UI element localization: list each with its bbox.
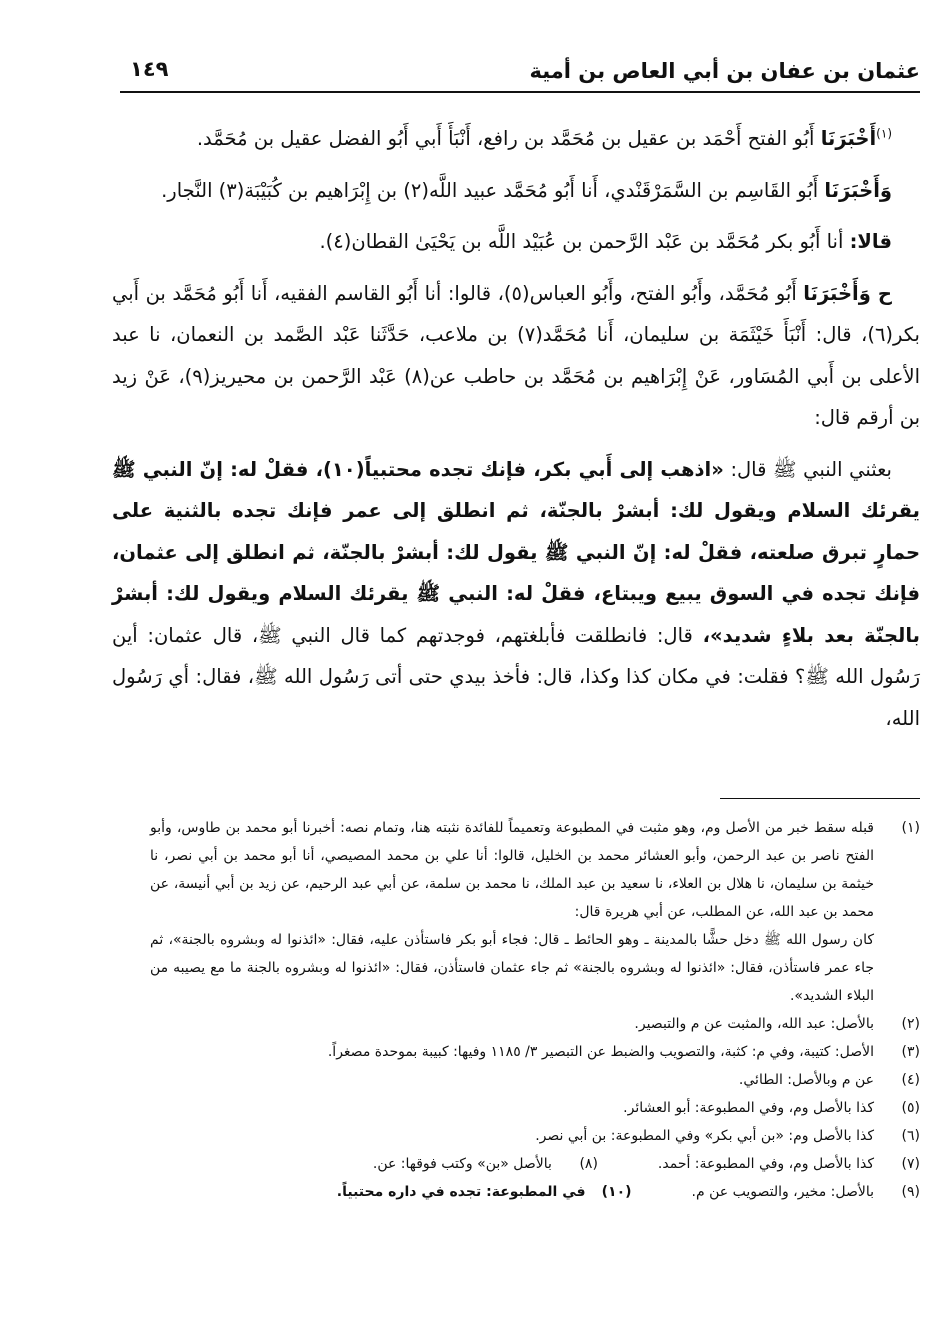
paragraph [112,118,920,160]
paragraph-text: أنا أَبُو بكر مُحَمَّد بن عَبْد الرَّحمن بن عُبَيْد اللَّه بن يَحْيَىٰ القطان(٤). [319,230,844,253]
footnotes [150,814,920,1206]
footnote-number: (٥) [901,1100,920,1116]
footnote-text: في المطبوعة: تجده في داره محتبياً. [336,1184,586,1200]
footnote [150,1038,920,1066]
footnote-text: بالأصل: عبد الله، والمثبت عن م والتبصير. [634,1016,874,1032]
footnote-number: (١٠) [601,1184,632,1200]
running-title: عثمان بن عفان بن أبي العاص بن أمية [529,59,920,83]
footnote-number: (٢) [901,1016,920,1032]
footnote-number: (٤) [901,1072,920,1088]
paragraph [112,170,920,212]
page-header [120,55,920,93]
footnote-pair [150,1150,920,1178]
footnote [692,1178,920,1206]
footnote-text: بالأصل: مخير، والتصويب عن م. [691,1184,874,1200]
footnote-text: بالأصل «بن» وكتب فوقها: عن. [372,1156,552,1172]
paragraph-tail: قال: فانطلقت فأبلغتهم، فوجدتهم كما قال النبي ﷺ، قال عثمان: أين رَسُول الله ﷺ؟ فقلت: في مكان كذا وكذا، قال: فأخذ بيدي حتى أتى رَسُول الله ﷺ، فقال: أي رَسُول الله، [112,623,920,730]
footnote-text: الأصل: كتيبة، وفي م: كثبة، والتصويب والضبط عن التبصير ٣/ ١١٨٥ وفيها: كبيبة بموحدة مصغراً. [327,1044,874,1060]
paragraph-text: أَبُو القَاسِم بن السَّمَرْقَنْدي، أَنا أَبُو مُحَمَّد عبيد اللَّه(٢) بن إِبْرَاهيم بن كُبَيْبَة(٣) النَّجار. [161,178,819,202]
footnote-continuation [150,926,920,1010]
footnote [150,814,920,926]
footnote [658,1150,920,1178]
footnote-number: (٧) [901,1156,920,1172]
footnote-number: (٩) [901,1184,920,1200]
page-number: ١٤٩ [130,57,169,81]
footnote-text: كذا بالأصل وم، وفي المطبوعة: أحمد. [657,1156,874,1172]
paragraph [112,273,920,439]
footnote-text: كان رسول الله ﷺ دخل حشًّا بالمدينة ـ وهو الحائط ـ قال: فجاء أبو بكر فاستأذن عليه، فقال: «ائذنوا له وبشروه بالجنة»، ثم جاء عمر فاستأذن، فقال: «ائذنوا له وبشروه بالجنة» ثم جاء عثمان فاستأذن، فقال: «ائذنوا له وبشروه بالجنة ما مع يصيبه من البلاء الشديد». [150,932,874,1004]
footnote [337,1178,632,1206]
footnote [150,1010,920,1038]
footnote-number: (٦) [901,1128,920,1144]
footnote-number: (٣) [901,1044,920,1060]
footnote-pair [150,1178,920,1206]
footnote [150,1066,920,1094]
footnote-text: عن م وبالأصل: الطائي. [738,1072,874,1088]
footnote-divider [720,798,920,799]
footnote [150,1122,920,1150]
footnote-text: كذا بالأصل وم: «بن أبي بكر» وفي المطبوعة: بن أبي نصر. [535,1128,874,1144]
paragraph-text: أَبُو الفتح أَحْمَد بن عقيل بن مُحَمَّد بن رافع، أَنْبَأَ أَبي أَبُو الفضل عقيل بن مُحَمَّد. [196,127,815,150]
footnote [150,1094,920,1122]
transmission-lead: ح وَأَخْبَرَنَا [803,281,892,305]
transmission-lead: وَأَخْبَرَنَا [824,178,892,202]
paragraph-text: أَبُو مُحَمَّد، وأَبُو الفتح، وأَبُو العباس(٥)، قالوا: أنا أَبُو القاسم الفقيه، أَنا أَبُو مُحَمَّد بن أَبي بكر(٦)، قال: أَنْبَأَ خَيْثَمَة بن سليمان، أَنا مُحَمَّد(٧) بن ملاعب، حَدَّثَنا عَبْد الصَّمد بن النعمان، نا عبد الأعلى بن أَبي المُسَاور، عَنْ إِبْرَاهيم بن مُحَمَّد بن حاطب عن(٨) عَبْد الرَّحمن بن محيريز(٩)، عَنْ زيد بن أرقم قال: [112,281,920,429]
footnote-marker: (١) [876,126,892,141]
paragraph [112,221,920,263]
paragraph-text: بعثني النبي ﷺ قال: [730,457,892,481]
hadith-paragraph [112,449,920,740]
transmission-lead: قالا: [849,230,892,253]
footnote-text: قبله سقط خبر من الأصل وم، وهو مثبت في المطبوعة وتعميماً للفائدة نثبته هنا، وتمام نصه: أخبرنا أبو محمد بن طاوس، وأبو الفتح ناصر بن عبد الرحمن، وأبو العشائر محمد بن الخليل، قالوا: أنا علي بن محمد المصيصي، أنا أبو محمد بن أبي نصر، نا خيثمة بن سليمان، نا هلال بن العلاء، نا سعيد بن عبد الملك، نا محمد بن سلمة، عن أبي عبد الرحيم، عن زيد بن أبي أنيسة، عن محمد بن عبد الله، عن المطلب، عن أبي هريرة قال: [150,820,874,920]
transmission-lead: أَخْبَرَنَا [820,127,877,150]
main-text [112,118,920,749]
hadith-quote: «اذهب إلى أَبي بكر، فإنك تجده محتبياً(١٠)، فقلْ له: إنّ النبي ﷺ يقرئك السلام ويقول لك: أبشرْ بالجنّة، ثم انطلق إلى عمر فإنك تجده بالثنية على حمارٍ تبرق صلعته، فقلْ له: إنّ النبي ﷺ يقول لك: أبشرْ بالجنّة، ثم انطلق إلى عثمان، فإنك تجده في السوق يبيع ويبتاع، فقلْ له: النبي ﷺ يقرئك السلام ويقول لك: أبشرْ بالجنّة بعد بلاءٍ شديد»، [112,457,920,647]
footnote-text: كذا بالأصل وم، وفي المطبوعة: أبو العشائر. [623,1100,874,1116]
footnote-number: (١) [901,820,920,836]
footnote [373,1150,598,1178]
footnote-number: (٨) [579,1156,598,1172]
